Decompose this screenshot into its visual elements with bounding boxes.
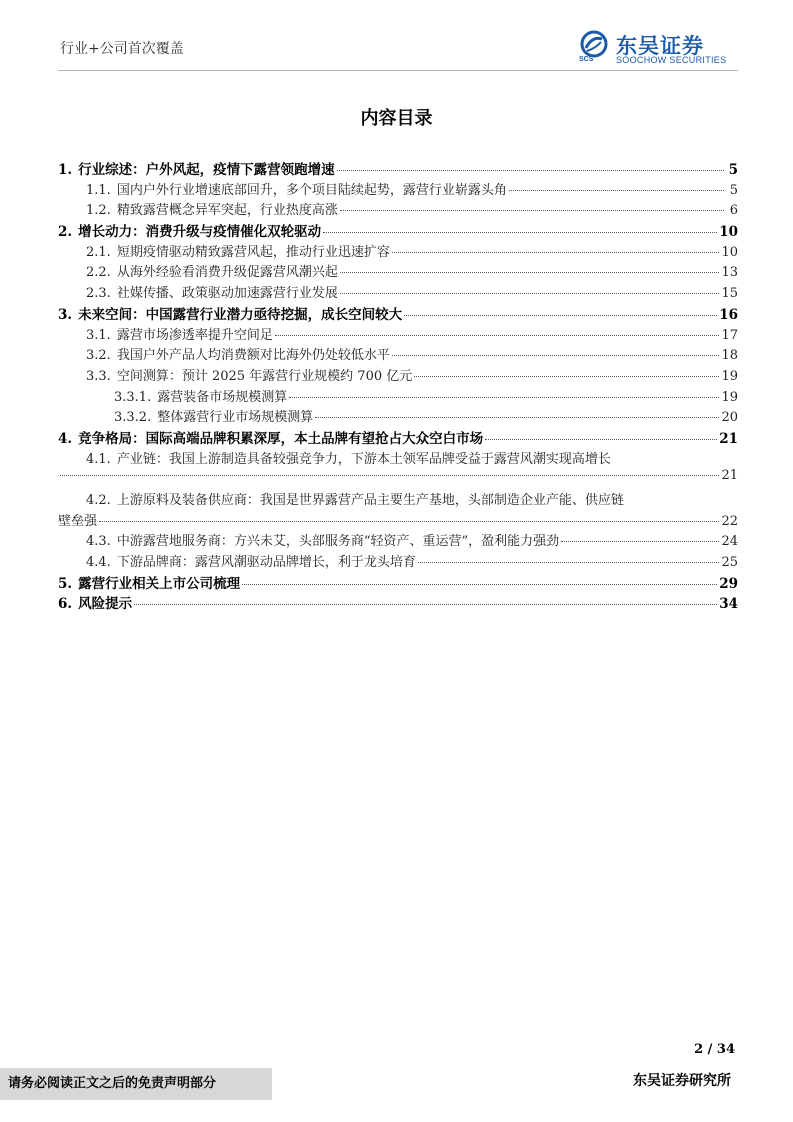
toc-entry-number: 3.2. [86,348,111,364]
toc-leader-dots [99,521,719,522]
toc-leader-dots [337,170,724,171]
toc-entry[interactable] [58,282,738,303]
toc-entry-page: 21 [721,468,738,484]
toc-leader-dots [275,335,720,336]
toc-entry-title: 整体露营行业市场规模测算 [157,410,314,426]
toc-entry-title: 下游品牌商：露营风潮驱动品牌增长，利于龙头培育 [116,555,416,571]
toc-entry-title: 露营装备市场规模测算 [157,389,288,405]
toc-entry-title: 从海外经验看消费升级促露营风潮兴起 [116,265,338,281]
toc-leader-dots [289,397,719,398]
toc-entry-title: 增长动力：消费升级与疫情催化双轮驱动 [78,224,322,241]
toc-entry-number: 1. [58,162,73,178]
toc-entry-number: 2. [58,224,73,241]
toc-entry[interactable] [58,220,738,241]
toc-leader-dots [485,439,717,440]
toc-entry-number: 3.3. [86,368,111,384]
toc-entry[interactable] [58,158,738,179]
toc-leader-dots [418,562,720,563]
toc-entry-number: 1.2. [86,203,111,219]
toc-entry-number: 5. [58,575,73,592]
toc-entry[interactable] [58,572,738,593]
toc-entry[interactable] [58,592,738,613]
toc-entry[interactable] [58,530,738,551]
toc-entry[interactable] [58,324,738,345]
toc-entry-page: 22 [721,513,738,529]
toc-leader-dots [561,541,719,542]
toc-entry[interactable] [58,427,738,448]
toc-entry-number: 3.3.2. [114,410,152,426]
toc-entry-page: 18 [721,348,738,364]
toc-title: 内容目录 [360,108,433,129]
toc-entry-number: 3.3.1. [114,389,152,405]
toc-entry-page: 19 [721,368,738,384]
toc-leader-dots [340,293,720,294]
header-divider [58,70,738,71]
toc-entry-title: 产业链：我国上游制造具备较强竞争力，下游本土领军品牌受益于露营风潮实现高增长 [116,451,611,467]
toc-entry-number: 2.2. [86,265,111,281]
toc-entry-title: 中游露营地服务商：方兴未艾，头部服务商“轻资产、重运营”，盈利能力强劲 [116,534,560,550]
toc-entry-title-continued: 壁垒强 [58,513,98,529]
toc-entry[interactable] [58,241,738,262]
toc-entry-number: 4.3. [86,534,111,550]
toc-leader-dots [315,417,719,418]
toc-entry[interactable] [58,199,738,220]
toc-entry-page: 25 [721,555,738,571]
toc-entry-page: 13 [721,265,738,281]
toc-entry-line [58,489,738,510]
logo-english-name: SOOCHOW SECURITIES [616,55,727,65]
toc-entry-page: 5 [728,162,738,178]
toc-entry-page: 5 [729,182,738,198]
disclaimer-banner: 请务必阅读正文之后的免责声明部分 [0,1068,272,1100]
toc-entry-page: 6 [729,203,738,219]
toc-entry-number: 3. [58,306,73,323]
toc-entry-title: 上游原料及装备供应商：我国是世界露营产品主要生产基地，头部制造企业产能、供应链 [116,493,624,508]
brand-logo [578,28,738,68]
toc-leader-dots [509,190,724,191]
page-number: 2 / 34 [694,1042,735,1057]
toc-entry-page: 19 [721,389,738,405]
toc-leader-dots [242,584,717,585]
toc-entry-line [58,510,738,531]
toc-entry-title: 未来空间：中国露营行业潜力亟待挖掘，成长空间较大 [78,306,403,323]
toc-entry-number: 4.2. [86,493,111,508]
toc-leader-dots [404,315,717,316]
logo-chinese-name: 东吴证券 [616,34,704,58]
toc-entry-page: 10 [721,244,738,260]
toc-entry-number: 2.1. [86,244,111,260]
toc-leader-dots [414,376,719,377]
toc-leader-dots [340,272,720,273]
toc-entry-page: 20 [721,410,738,426]
toc-entry-page: 24 [721,534,738,550]
toc-entry-page: 17 [721,327,738,343]
toc-entry-line [58,448,738,469]
toc-entry[interactable] [58,303,738,324]
toc-entry-title: 空间测算：预计 2025 年露营行业规模约 700 亿元 [116,368,413,384]
toc-entry-title: 露营行业相关上市公司梳理 [78,575,241,592]
toc-entry-number: 4. [58,430,73,447]
toc-entry-number: 6. [58,596,73,613]
toc-leader-dots [392,355,720,356]
toc-entry-number: 1.1. [86,182,111,198]
toc-entry-page: 15 [721,286,738,302]
toc-entry-title: 竞争格局：国际高端品牌积累深厚，本土品牌有望抢占大众空白市场 [78,430,484,447]
institute-name: 东吴证券研究所 [633,1073,731,1089]
toc-leader-dots [392,252,720,253]
toc-leader-dots [134,604,717,605]
toc-entry-number: 3.1. [86,327,111,343]
toc-entry[interactable] [58,448,738,489]
toc-entry-title: 社媒传播、政策驱动加速露营行业发展 [116,286,338,302]
toc-entry-page: 29 [719,575,738,592]
toc-entry-title: 精致露营概念异军突起，行业热度高涨 [116,203,338,219]
toc-entry-number: 2.3. [86,286,111,302]
toc-entry[interactable] [58,406,738,427]
toc-leader-dots [60,475,719,476]
toc-entry-title: 国内户外行业增速底部回升，多个项目陆续起势，露营行业崭露头角 [116,182,507,198]
toc-entry[interactable] [58,365,738,386]
toc-entry-page: 16 [719,306,738,323]
toc-leader-dots [340,210,724,211]
toc-entry-title: 露营市场渗透率提升空间足 [116,327,273,343]
toc-entry-title: 行业综述：户外风起，疫情下露营领跑增速 [78,162,335,178]
toc-entry[interactable] [58,386,738,407]
toc-entry-title: 我国户外产品人均消费额对比海外仍处较低水平 [116,348,390,364]
toc-entry-page: 34 [719,596,738,613]
toc-entry[interactable] [58,179,738,200]
toc-leader-dots [323,232,717,233]
toc-entry[interactable] [58,261,738,282]
toc-entry-title: 风险提示 [78,596,133,613]
toc-entry[interactable] [58,344,738,365]
logo-mark-text: SCS [579,56,594,63]
toc-entry[interactable] [58,489,738,530]
toc-entry-title: 短期疫情驱动精致露营风起，推动行业迅速扩容 [116,244,390,260]
toc-entry[interactable] [58,551,738,572]
toc-entry-page: 21 [719,430,738,447]
table-of-contents [58,158,738,613]
header-category: 行业+公司首次覆盖 [60,41,184,57]
toc-entry-number: 4.1. [86,451,111,467]
toc-entry-line [58,468,738,489]
toc-entry-number: 4.4. [86,555,111,571]
toc-entry-page: 10 [719,224,738,241]
